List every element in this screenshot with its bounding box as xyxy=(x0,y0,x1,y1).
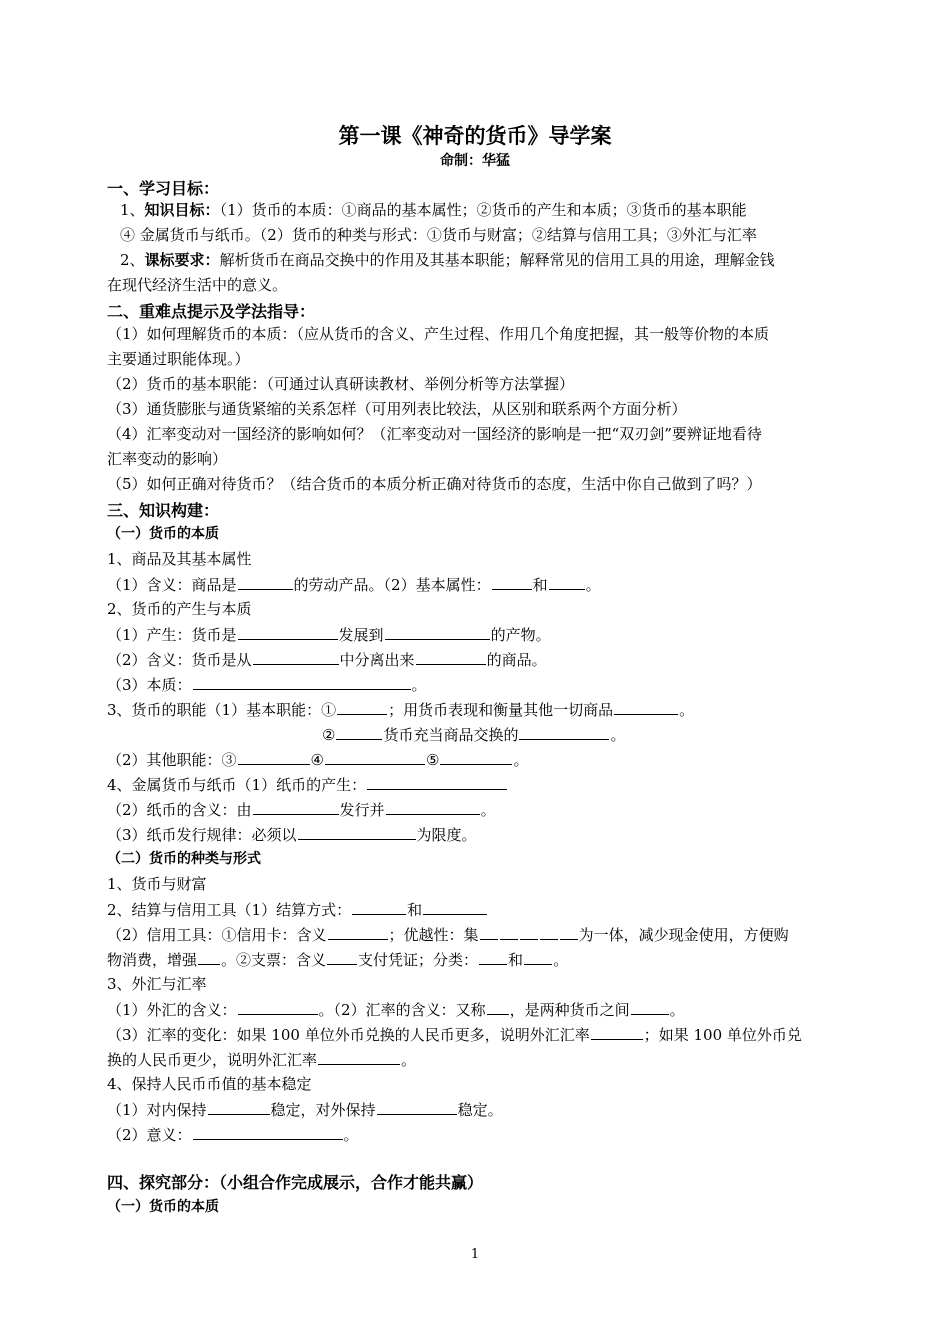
document-title: 第一课《神奇的货币》导学案 xyxy=(338,124,612,148)
fill-blank[interactable] xyxy=(198,947,220,965)
section-1-heading: 一、学习目标： xyxy=(107,179,220,198)
fill-blank[interactable] xyxy=(614,697,678,715)
fill-blank[interactable] xyxy=(253,647,339,665)
item-rmb-stability: 4、保持人民币币值的基本稳定 xyxy=(107,1075,312,1093)
fill-blank[interactable] xyxy=(238,997,318,1015)
fill-blank[interactable] xyxy=(367,772,507,790)
subsection-inquiry-essence: （一）货币的本质 xyxy=(107,1199,219,1215)
item-number: 2、 xyxy=(120,251,145,269)
item-rmb-stability-1: （1）对内保持 稳定，对外保持 稳定。 xyxy=(107,1097,867,1123)
item-exchange-1: （1）外汇的含义： 。（2）汇率的含义：又称 ，是两种货币之间 。 xyxy=(107,997,867,1023)
knowledge-goal-line-2: ④ 金属货币与纸币。（2）货币的种类与形式：①货币与财富；②结算与信用工具；③外汇与汇率 xyxy=(120,226,757,244)
fill-blank[interactable] xyxy=(298,822,416,840)
guide-item-5: （5）如何正确对待货币？（结合货币的本质分析正确对待货币的态度，生活中你自己做到了吗？） xyxy=(107,475,762,493)
fill-blank[interactable] xyxy=(193,1122,343,1140)
section-2-heading: 二、重难点提示及学法指导： xyxy=(107,302,316,321)
item-settlement: 2、结算与信用工具（1）结算方式： 和 xyxy=(107,897,867,923)
item-credit-tools: （2）信用工具：①信用卡：含义 ；优越性：集 为一体，减少现金使用，方便购 xyxy=(107,922,867,948)
item-functions-2: ② 货币充当商品交换的 。 xyxy=(322,722,882,748)
fill-blank[interactable] xyxy=(631,997,669,1015)
guide-item-1-line-2: 主要通过职能体现。） xyxy=(107,350,250,368)
fill-blank[interactable] xyxy=(479,947,507,965)
item-functions: 3、货币的职能（1）基本职能：① ；用货币表现和衡量其他一切商品 。 xyxy=(107,697,867,723)
fill-blank[interactable] xyxy=(549,572,585,590)
document-author: 命制：华猛 xyxy=(440,153,510,169)
fill-blank[interactable] xyxy=(193,672,411,690)
fill-blank[interactable] xyxy=(238,572,293,590)
fill-blank[interactable] xyxy=(337,697,387,715)
standard-requirement-line-1 xyxy=(107,248,880,273)
fill-blank[interactable] xyxy=(591,1022,643,1040)
knowledge-goal-label: 知识目标： xyxy=(144,201,220,219)
item-commodity-fill: （1）含义：商品是 的劳动产品。（2）基本属性： 和 。 xyxy=(107,572,867,598)
fill-blank[interactable] xyxy=(560,922,578,940)
item-other-functions: （2）其他职能：③ ④ ⑤ 。 xyxy=(107,747,867,773)
knowledge-goal-line-1 xyxy=(107,198,880,223)
item-exchange: 3、外汇与汇率 xyxy=(107,975,207,993)
fill-blank[interactable] xyxy=(416,647,486,665)
item-origin: 2、货币的产生与本质 xyxy=(107,600,252,618)
item-rmb-stability-2: （2）意义： 。 xyxy=(107,1122,867,1148)
item-paper-money-3: （3）纸币发行规律：必须以 为限度。 xyxy=(107,822,867,848)
fill-blank[interactable] xyxy=(480,922,498,940)
knowledge-goal-text: （1）货币的本质：①商品的基本属性；②货币的产生和本质；③货币的基本职能 xyxy=(219,201,747,219)
section-4-heading: 四、探究部分：（小组合作完成展示，合作才能共赢） xyxy=(107,1173,484,1192)
fill-blank[interactable] xyxy=(336,722,382,740)
fill-blank[interactable] xyxy=(327,947,357,965)
fill-blank[interactable] xyxy=(318,1047,400,1065)
fill-blank[interactable] xyxy=(208,1097,270,1115)
fill-blank[interactable] xyxy=(253,797,339,815)
item-origin-fill-3: （3）本质： 。 xyxy=(107,672,867,698)
guide-item-4-line-2: 汇率变动的影响） xyxy=(107,450,228,468)
guide-item-4-line-1: （4）汇率变动对一国经济的影响如何？（汇率变动对一国经济的影响是一把“双刃剑”要辨证地看待 xyxy=(107,425,762,443)
section-3-heading: 三、知识构建： xyxy=(107,501,220,520)
fill-blank[interactable] xyxy=(352,897,406,915)
fill-blank[interactable] xyxy=(492,572,532,590)
item-commodity: 1、商品及其基本属性 xyxy=(107,550,252,568)
item-exchange-3: 换的人民币更少，说明外汇汇率 。 xyxy=(107,1047,867,1073)
fill-blank[interactable] xyxy=(519,722,609,740)
item-paper-money-2: （2）纸币的含义：由 发行并 。 xyxy=(107,797,867,823)
item-origin-fill-2: （2）含义：货币是从 中分离出来 的商品。 xyxy=(107,647,867,673)
fill-blank[interactable] xyxy=(423,897,487,915)
standard-requirement-text: 解析货币在商品交换中的作用及其基本职能；解释常见的信用工具的用途，理解金钱 xyxy=(219,251,775,269)
fill-blank[interactable] xyxy=(500,922,518,940)
guide-item-2: （2）货币的基本职能：（可通过认真研读教材、举例分析等方法掌握） xyxy=(107,375,575,393)
fill-blank[interactable] xyxy=(238,747,310,765)
subsection-currency-types: （二）货币的种类与形式 xyxy=(107,851,261,867)
page-number: 1 xyxy=(470,1247,480,1262)
subsection-currency-essence: （一）货币的本质 xyxy=(107,526,219,542)
item-exchange-2: （3）汇率的变化：如果 100 单位外币兑换的人民币更多，说明外汇汇率 ；如果 100 单位外币兑 xyxy=(107,1022,867,1048)
fill-blank[interactable] xyxy=(325,747,425,765)
item-origin-fill-1: （1）产生：货币是 发展到 的产物。 xyxy=(107,622,867,648)
fill-blank[interactable] xyxy=(386,797,480,815)
fill-blank[interactable] xyxy=(238,622,338,640)
item-credit-tools-2: 物消费，增强 。②支票：含义 支付凭证；分类： 和 。 xyxy=(107,947,867,973)
standard-requirement-label: 课标要求： xyxy=(144,251,220,269)
item-number: 1、 xyxy=(120,201,145,219)
item-money-wealth: 1、货币与财富 xyxy=(107,875,207,893)
guide-item-3: （3）通货膨胀与通货紧缩的关系怎样（可用列表比较法，从区别和联系两个方面分析） xyxy=(107,400,687,418)
standard-requirement-line-2: 在现代经济生活中的意义。 xyxy=(107,276,288,294)
fill-blank[interactable] xyxy=(385,622,490,640)
fill-blank[interactable] xyxy=(540,922,558,940)
fill-blank[interactable] xyxy=(520,922,538,940)
fill-blank[interactable] xyxy=(377,1097,457,1115)
fill-blank[interactable] xyxy=(487,997,509,1015)
item-paper-money: 4、金属货币与纸币（1）纸币的产生： xyxy=(107,772,867,798)
fill-blank[interactable] xyxy=(524,947,552,965)
fill-blank[interactable] xyxy=(440,747,512,765)
guide-item-1-line-1: （1）如何理解货币的本质：（应从货币的含义、产生过程、作用几个角度把握，其一般等价物的本质 xyxy=(107,325,770,343)
fill-blank[interactable] xyxy=(328,922,388,940)
